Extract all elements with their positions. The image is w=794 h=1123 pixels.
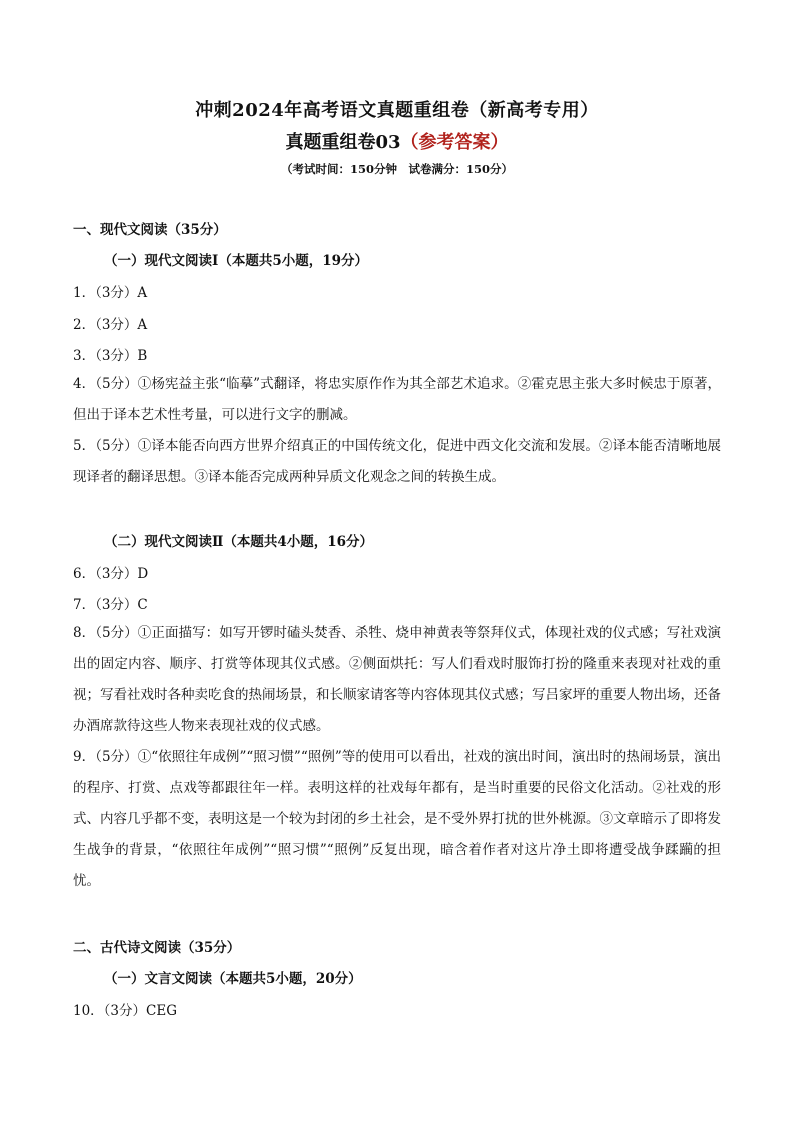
part-heading-classical-prose: （一）文言文阅读（本题共5小题，20分）: [104, 971, 362, 987]
answer-q8-text: 8．（5分）①正面描写：如写开锣时磕头焚香、杀牲、烧申神黄表等祭拜仪式，体现社戏的仪式感；写社戏演出的固定内容、顺序、打赏等体现其仪式感。②侧面烘托：写人们看戏时服饰打扮的隆重来表现对社戏的重视；写看社戏时各种卖吃食的热闹场景，和长顺家请客等内容体现其仪式感；写吕家坪的重要人物出场，还备办酒席款待这些人物来表现社戏的仪式感。: [73, 625, 721, 734]
part-heading-reading-1: （一）现代文阅读Ⅰ（本题共5小题，19分）: [104, 253, 368, 269]
document-subtitle: [0, 128, 794, 154]
section-heading-modern-reading: 一、现代文阅读（35分）: [73, 222, 227, 238]
exam-info: （考试时间：150分钟 试卷满分：150分）: [280, 162, 513, 176]
answer-q9: [73, 742, 721, 897]
answer-q4: [73, 369, 721, 431]
answer-q10: 10．（3分）CEG: [73, 1003, 177, 1019]
answer-q3: 3．（3分）B: [73, 348, 148, 364]
document-title: 冲刺2024年高考语文真题重组卷（新高考专用）: [195, 100, 599, 121]
answer-q5-text: 5．（5分）①译本能否向西方世界介绍真正的中国传统文化，促进中西文化交流和发展。②译本能否清晰地展现译者的翻译思想。③译本能否完成两种异质文化观念之间的转换生成。: [73, 438, 721, 485]
answer-q1: 1．（3分）A: [73, 285, 148, 301]
answer-q8: [73, 618, 721, 742]
answer-q5: [73, 431, 721, 493]
answer-q9-text: 9．（5分）①“依照往年成例”“照习惯”“照例”等的使用可以看出，社戏的演出时间，演出时的热闹场景，演出的程序、打赏、点戏等都跟往年一样。表明这样的社戏每年都有，是当时重要的民俗文化活动。②社戏的形式、内容几乎都不变，表明这是一个较为封闭的乡土社会，是不受外界打扰的世外桃源。③文章暗示了即将发生战争的背景，“依照往年成例”“照习惯”“照例”反复出现，暗含着作者对这片净土即将遭受战争蹂躏的担忧。: [73, 749, 721, 889]
answer-q2: 2．（3分）A: [73, 317, 148, 333]
answer-q6: 6．（3分）D: [73, 566, 149, 582]
answer-q4-text: 4．（5分）①杨宪益主张“临摹”式翻译，将忠实原作作为其全部艺术追求。②霍克思主张大多时候忠于原著，但出于译本艺术性考量，可以进行文字的删减。: [73, 376, 721, 423]
answer-q7: 7．（3分）C: [73, 597, 148, 613]
part-heading-reading-2: （二）现代文阅读Ⅱ（本题共4小题，16分）: [104, 534, 374, 550]
subtitle-answer-label: （参考答案）: [400, 132, 509, 153]
section-heading-classical-reading: 二、古代诗文阅读（35分）: [73, 940, 241, 956]
subtitle-main: 真题重组卷03: [285, 132, 401, 153]
